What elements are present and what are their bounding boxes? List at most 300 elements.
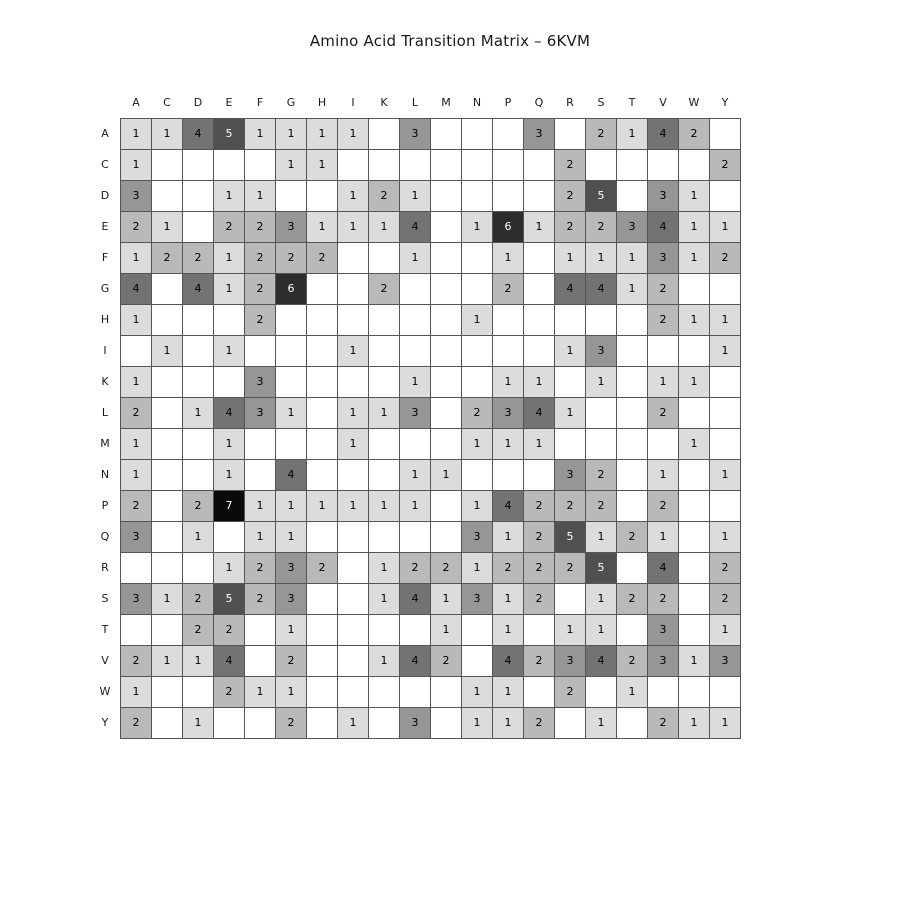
matrix-cell: 1	[307, 490, 338, 521]
matrix-cell: 1	[183, 521, 214, 552]
matrix-cell: 1	[462, 304, 493, 335]
matrix-cell	[338, 676, 369, 707]
matrix-cell: 2	[524, 521, 555, 552]
row-header-a: A	[101, 127, 109, 140]
matrix-cell: 1	[710, 521, 741, 552]
matrix-cell	[400, 335, 431, 366]
matrix-cell	[617, 490, 648, 521]
matrix-cell	[586, 428, 617, 459]
matrix-row	[90, 397, 741, 428]
matrix-cell	[524, 335, 555, 366]
matrix-cell: 1	[679, 366, 710, 397]
matrix-cell	[617, 552, 648, 583]
matrix-cell	[431, 118, 462, 149]
row-header-n: N	[100, 468, 110, 481]
matrix-cell	[152, 459, 183, 490]
matrix-cell: 3	[121, 521, 152, 552]
matrix-cell: 3	[276, 583, 307, 614]
matrix-cell: 4	[121, 273, 152, 304]
matrix-cell	[307, 397, 338, 428]
matrix-cell: 2	[524, 583, 555, 614]
matrix-cell	[679, 397, 710, 428]
matrix-cell	[431, 180, 462, 211]
matrix-cell	[152, 552, 183, 583]
matrix-cell: 2	[214, 211, 245, 242]
matrix-cell: 3	[400, 397, 431, 428]
matrix-cell	[710, 118, 741, 149]
matrix-cell	[152, 180, 183, 211]
heatmap-matrix	[90, 88, 741, 739]
matrix-cell: 2	[121, 645, 152, 676]
matrix-cell: 1	[493, 676, 524, 707]
matrix-cell: 4	[276, 459, 307, 490]
matrix-cell: 1	[369, 490, 400, 521]
matrix-cell: 2	[431, 645, 462, 676]
matrix-cell	[307, 335, 338, 366]
row-header-i: I	[103, 344, 107, 357]
matrix-cell	[679, 335, 710, 366]
matrix-cell: 1	[214, 242, 245, 273]
matrix-cell	[152, 273, 183, 304]
matrix-cell: 1	[679, 180, 710, 211]
matrix-cell: 1	[617, 676, 648, 707]
matrix-cell	[462, 335, 493, 366]
matrix-cell: 1	[400, 490, 431, 521]
matrix-cell	[400, 428, 431, 459]
matrix-cell: 4	[493, 490, 524, 521]
matrix-cell	[276, 428, 307, 459]
matrix-cell	[121, 614, 152, 645]
matrix-cell: 1	[710, 304, 741, 335]
matrix-cell	[431, 676, 462, 707]
matrix-row	[90, 211, 741, 242]
matrix-cell	[307, 583, 338, 614]
matrix-cell: 1	[679, 428, 710, 459]
matrix-cell: 3	[648, 180, 679, 211]
matrix-cell: 1	[214, 335, 245, 366]
matrix-cell: 1	[679, 304, 710, 335]
row-header-d: D	[100, 189, 110, 202]
matrix-row	[90, 583, 741, 614]
matrix-cell: 1	[586, 366, 617, 397]
matrix-cell	[617, 180, 648, 211]
matrix-cell: 2	[245, 304, 276, 335]
matrix-cell: 4	[214, 645, 245, 676]
column-header-c: C	[163, 96, 171, 110]
matrix-cell: 4	[400, 645, 431, 676]
matrix-cell: 1	[400, 366, 431, 397]
matrix-cell: 4	[183, 273, 214, 304]
matrix-cell: 3	[462, 583, 493, 614]
matrix-cell	[369, 304, 400, 335]
matrix-cell: 4	[183, 118, 214, 149]
matrix-cell: 1	[555, 614, 586, 645]
matrix-cell	[648, 428, 679, 459]
matrix-cell: 6	[276, 273, 307, 304]
matrix-cell	[648, 676, 679, 707]
matrix-cell	[183, 335, 214, 366]
matrix-cell: 2	[369, 180, 400, 211]
column-header-f: F	[256, 96, 264, 110]
matrix-table	[90, 88, 741, 739]
matrix-cell	[431, 490, 462, 521]
matrix-cell: 5	[214, 583, 245, 614]
matrix-cell	[276, 304, 307, 335]
matrix-cell: 1	[121, 676, 152, 707]
matrix-cell: 3	[462, 521, 493, 552]
column-header-i: I	[351, 96, 355, 110]
matrix-cell	[555, 304, 586, 335]
matrix-cell	[183, 211, 214, 242]
matrix-cell: 1	[121, 149, 152, 180]
matrix-cell: 1	[121, 459, 152, 490]
matrix-cell	[152, 614, 183, 645]
matrix-cell	[183, 366, 214, 397]
column-header-d: D	[193, 96, 203, 110]
matrix-cell: 1	[493, 242, 524, 273]
matrix-cell	[307, 428, 338, 459]
matrix-cell: 3	[586, 335, 617, 366]
matrix-cell: 2	[710, 242, 741, 273]
matrix-cell: 1	[462, 490, 493, 521]
row-header-y: Y	[101, 716, 109, 729]
matrix-cell	[679, 149, 710, 180]
matrix-cell: 6	[493, 211, 524, 242]
row-header-v: V	[101, 654, 109, 667]
matrix-cell: 1	[586, 707, 617, 738]
matrix-cell	[152, 521, 183, 552]
matrix-cell: 1	[276, 397, 307, 428]
matrix-cell: 4	[555, 273, 586, 304]
matrix-cell: 2	[276, 645, 307, 676]
matrix-cell	[555, 366, 586, 397]
matrix-cell	[462, 459, 493, 490]
matrix-cell: 1	[679, 645, 710, 676]
column-header-g: G	[286, 96, 296, 110]
matrix-cell: 1	[710, 614, 741, 645]
matrix-cell: 2	[307, 552, 338, 583]
matrix-cell	[276, 335, 307, 366]
matrix-cell: 1	[431, 583, 462, 614]
matrix-cell	[524, 614, 555, 645]
matrix-cell	[617, 366, 648, 397]
matrix-body	[90, 118, 741, 738]
matrix-row	[90, 118, 741, 149]
matrix-cell	[462, 149, 493, 180]
matrix-cell	[524, 459, 555, 490]
matrix-cell	[338, 304, 369, 335]
matrix-cell: 5	[586, 180, 617, 211]
matrix-cell	[431, 428, 462, 459]
matrix-cell: 1	[493, 428, 524, 459]
matrix-cell	[710, 490, 741, 521]
matrix-cell	[462, 273, 493, 304]
matrix-cell: 2	[183, 490, 214, 521]
matrix-row	[90, 521, 741, 552]
matrix-cell	[524, 273, 555, 304]
column-header-t: T	[628, 96, 636, 110]
matrix-cell	[152, 707, 183, 738]
matrix-cell	[121, 335, 152, 366]
matrix-cell: 2	[524, 490, 555, 521]
matrix-cell	[431, 304, 462, 335]
matrix-cell: 1	[462, 676, 493, 707]
matrix-cell: 2	[245, 552, 276, 583]
matrix-cell	[338, 242, 369, 273]
matrix-cell: 1	[555, 242, 586, 273]
matrix-cell: 1	[710, 707, 741, 738]
matrix-cell: 5	[214, 118, 245, 149]
matrix-cell	[431, 335, 462, 366]
matrix-cell: 2	[183, 242, 214, 273]
matrix-row	[90, 552, 741, 583]
matrix-cell: 1	[710, 211, 741, 242]
matrix-row	[90, 614, 741, 645]
matrix-cell: 2	[617, 521, 648, 552]
matrix-cell: 1	[710, 335, 741, 366]
matrix-cell: 1	[276, 614, 307, 645]
matrix-cell: 2	[524, 552, 555, 583]
matrix-cell: 1	[369, 552, 400, 583]
matrix-cell: 2	[586, 490, 617, 521]
column-header-w: W	[688, 96, 700, 110]
row-header-p: P	[101, 499, 109, 512]
matrix-row	[90, 645, 741, 676]
matrix-cell	[431, 149, 462, 180]
matrix-cell	[369, 335, 400, 366]
matrix-cell	[493, 459, 524, 490]
matrix-cell	[679, 521, 710, 552]
matrix-cell: 1	[586, 583, 617, 614]
matrix-cell	[152, 366, 183, 397]
matrix-cell: 3	[555, 459, 586, 490]
matrix-cell: 1	[493, 614, 524, 645]
matrix-cell: 5	[586, 552, 617, 583]
matrix-cell	[617, 335, 648, 366]
matrix-cell	[617, 614, 648, 645]
matrix-cell	[214, 366, 245, 397]
matrix-cell	[524, 304, 555, 335]
column-header-a: A	[132, 96, 140, 110]
matrix-cell	[338, 366, 369, 397]
matrix-cell	[493, 335, 524, 366]
matrix-cell: 1	[276, 490, 307, 521]
matrix-cell: 2	[555, 211, 586, 242]
matrix-cell: 3	[276, 552, 307, 583]
matrix-cell	[400, 614, 431, 645]
matrix-cell: 1	[617, 242, 648, 273]
matrix-cell	[493, 304, 524, 335]
matrix-cell: 3	[710, 645, 741, 676]
matrix-cell: 2	[183, 614, 214, 645]
matrix-cell: 1	[276, 521, 307, 552]
matrix-cell: 1	[276, 118, 307, 149]
matrix-cell: 1	[586, 521, 617, 552]
matrix-cell: 2	[245, 273, 276, 304]
matrix-cell: 2	[276, 242, 307, 273]
matrix-cell	[586, 304, 617, 335]
matrix-cell	[679, 614, 710, 645]
column-header-v: V	[659, 96, 667, 110]
matrix-cell: 1	[462, 428, 493, 459]
matrix-cell	[152, 490, 183, 521]
matrix-cell	[183, 304, 214, 335]
matrix-cell: 3	[524, 118, 555, 149]
matrix-cell: 1	[338, 490, 369, 521]
matrix-cell: 1	[121, 366, 152, 397]
matrix-cell: 2	[183, 583, 214, 614]
matrix-row	[90, 335, 741, 366]
matrix-cell	[369, 149, 400, 180]
matrix-cell: 1	[276, 676, 307, 707]
matrix-cell	[245, 645, 276, 676]
matrix-cell: 1	[493, 707, 524, 738]
row-header-k: K	[101, 375, 109, 388]
matrix-cell: 1	[338, 397, 369, 428]
matrix-cell: 7	[214, 490, 245, 521]
matrix-cell: 2	[617, 645, 648, 676]
matrix-cell	[710, 676, 741, 707]
matrix-cell: 1	[555, 397, 586, 428]
matrix-cell: 2	[121, 707, 152, 738]
matrix-cell	[276, 180, 307, 211]
matrix-cell: 1	[214, 459, 245, 490]
matrix-cell	[338, 459, 369, 490]
matrix-cell: 1	[400, 180, 431, 211]
matrix-cell: 1	[462, 211, 493, 242]
matrix-cell: 3	[493, 397, 524, 428]
matrix-cell: 4	[586, 273, 617, 304]
matrix-cell: 3	[121, 583, 152, 614]
row-header-m: M	[100, 437, 110, 450]
matrix-cell: 3	[648, 614, 679, 645]
matrix-cell: 1	[586, 242, 617, 273]
matrix-cell	[369, 614, 400, 645]
matrix-cell: 4	[648, 211, 679, 242]
matrix-cell: 2	[214, 676, 245, 707]
matrix-cell: 1	[369, 645, 400, 676]
matrix-cell: 1	[524, 428, 555, 459]
matrix-cell	[307, 304, 338, 335]
matrix-cell	[462, 118, 493, 149]
matrix-cell	[462, 645, 493, 676]
matrix-row	[90, 180, 741, 211]
column-header-p: P	[504, 96, 512, 110]
column-header-q: Q	[534, 96, 544, 110]
matrix-cell: 1	[121, 304, 152, 335]
matrix-corner	[90, 88, 121, 118]
matrix-cell: 2	[648, 490, 679, 521]
row-header-l: L	[101, 406, 109, 419]
matrix-cell: 4	[400, 583, 431, 614]
matrix-cell	[369, 707, 400, 738]
matrix-cell	[586, 397, 617, 428]
matrix-cell	[555, 428, 586, 459]
matrix-cell: 2	[214, 614, 245, 645]
matrix-cell	[555, 118, 586, 149]
row-header-s: S	[101, 592, 109, 605]
matrix-cell: 1	[648, 459, 679, 490]
row-header-q: Q	[100, 530, 110, 543]
matrix-row	[90, 304, 741, 335]
matrix-cell: 1	[493, 521, 524, 552]
matrix-cell	[214, 304, 245, 335]
matrix-cell: 3	[400, 707, 431, 738]
matrix-cell	[710, 397, 741, 428]
row-header-t: T	[101, 623, 109, 636]
matrix-cell: 1	[369, 211, 400, 242]
matrix-cell: 1	[121, 118, 152, 149]
matrix-cell	[431, 273, 462, 304]
matrix-cell: 2	[555, 552, 586, 583]
row-header-h: H	[100, 313, 110, 326]
matrix-cell: 2	[524, 645, 555, 676]
matrix-cell: 1	[245, 676, 276, 707]
matrix-cell: 1	[152, 118, 183, 149]
matrix-cell	[431, 397, 462, 428]
matrix-cell: 1	[183, 707, 214, 738]
matrix-cell	[400, 521, 431, 552]
matrix-cell: 3	[121, 180, 152, 211]
matrix-cell	[307, 521, 338, 552]
matrix-cell: 2	[679, 118, 710, 149]
matrix-cell	[152, 397, 183, 428]
matrix-cell: 1	[524, 211, 555, 242]
row-header-w: W	[99, 685, 111, 698]
matrix-cell: 1	[307, 211, 338, 242]
matrix-cell	[617, 707, 648, 738]
matrix-row	[90, 366, 741, 397]
matrix-cell	[307, 707, 338, 738]
matrix-cell: 1	[338, 428, 369, 459]
matrix-cell: 2	[648, 273, 679, 304]
matrix-cell	[586, 149, 617, 180]
matrix-cell	[524, 676, 555, 707]
matrix-cell: 2	[121, 211, 152, 242]
matrix-cell	[431, 242, 462, 273]
matrix-cell	[679, 490, 710, 521]
matrix-cell: 2	[431, 552, 462, 583]
matrix-cell: 1	[617, 273, 648, 304]
column-header-y: Y	[721, 96, 729, 110]
row-header-r: R	[101, 561, 109, 574]
matrix-cell	[338, 273, 369, 304]
matrix-cell: 4	[586, 645, 617, 676]
matrix-row	[90, 459, 741, 490]
matrix-cell: 1	[648, 521, 679, 552]
matrix-cell: 1	[245, 180, 276, 211]
matrix-cell	[524, 242, 555, 273]
matrix-cell	[307, 273, 338, 304]
column-header-m: M	[441, 96, 451, 110]
matrix-cell: 3	[648, 242, 679, 273]
column-header-n: N	[472, 96, 482, 110]
matrix-cell	[214, 707, 245, 738]
matrix-cell	[338, 552, 369, 583]
matrix-cell: 2	[586, 118, 617, 149]
chart-title: Amino Acid Transition Matrix – 6KVM	[309, 32, 591, 50]
matrix-cell	[493, 180, 524, 211]
matrix-cell: 2	[710, 552, 741, 583]
matrix-row	[90, 676, 741, 707]
matrix-cell: 3	[617, 211, 648, 242]
matrix-header-row	[90, 88, 741, 118]
matrix-cell: 1	[121, 428, 152, 459]
matrix-cell	[245, 428, 276, 459]
matrix-cell	[400, 676, 431, 707]
matrix-cell: 1	[555, 335, 586, 366]
matrix-cell: 3	[555, 645, 586, 676]
